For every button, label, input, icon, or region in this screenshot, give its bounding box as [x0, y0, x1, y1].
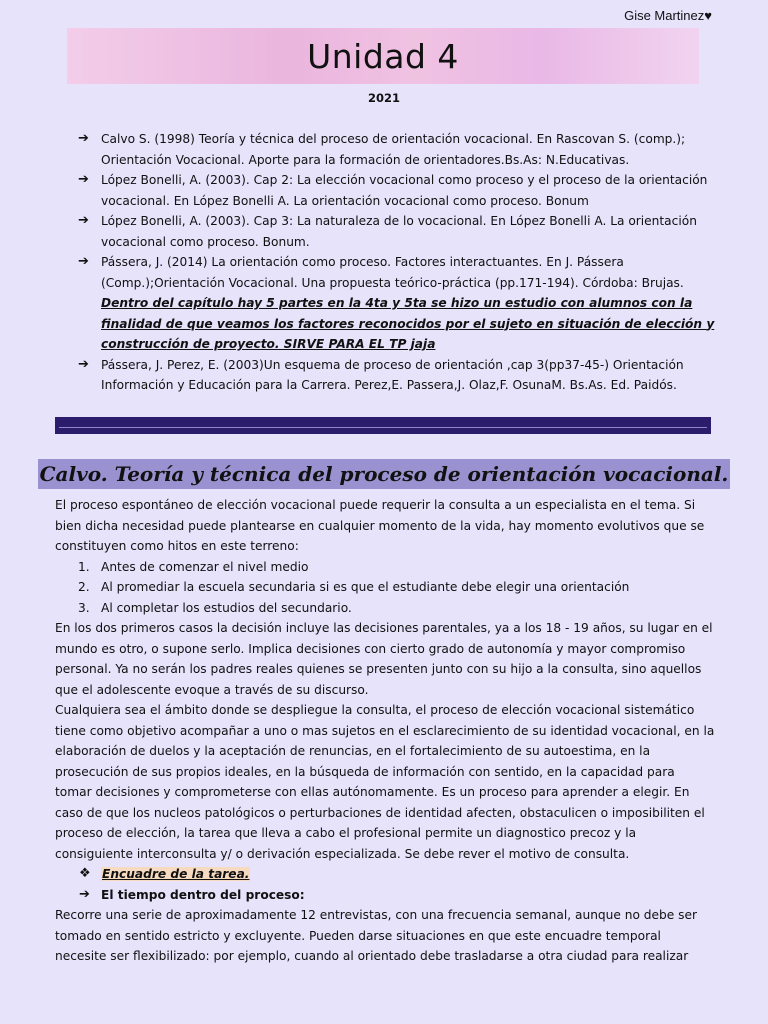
page-title: Unidad 4	[307, 36, 459, 76]
reference-item	[78, 129, 718, 170]
reference-text: López Bonelli, A. (2003). Cap 3: La naturaleza de lo vocacional. En López Bonelli A. La orientación vocacional como proceso. Bonum.	[101, 214, 697, 249]
section-body	[55, 495, 715, 967]
reference-text: Pássera, J. (2014) La orientación como proceso. Factores interactuantes. En J. Pássera (Comp.);Orientación Vocacional. Una propuesta teórico-práctica (pp.171-194). Córdoba: Brujas.	[101, 255, 684, 290]
paragraph-decisions: En los dos primeros casos la decisión incluye las decisiones parentales, ya a los 18 - 19 años, su lugar en el mundo es otro, o supone serlo. Implica decisiones con cierto grado de autonomía y mayor compromiso personal. Ya no serán los padres reales quienes se presenten junto con su hijo a la consulta, sino aquellos que el adolescente evoque a través de su discurso.	[55, 621, 713, 697]
arrow-icon: ➔	[78, 131, 89, 146]
author-name: Gise Martinez♥	[624, 8, 712, 23]
paragraph-tiempo: Recorre una serie de aproximadamente 12 entrevistas, con una frecuencia semanal, aunque no debe ser tomado en sentido estricto y excluyente. Pueden darse situaciones en que este encuadre temporal necesite ser flexibilizado: por ejemplo, cuando al orientado debe trasladarse a otra ciudad para realizar	[55, 908, 698, 963]
arrow-icon: ➔	[78, 172, 89, 187]
list-item: 1. Antes de comenzar el nivel medio	[78, 559, 309, 574]
section-divider	[55, 417, 711, 434]
paragraph-objective: Cualquiera sea el ámbito donde se despliegue la consulta, el proceso de elección vocacional sistemático tiene como objetivo acompañar a uno o mas sujetos en el esclarecimiento de su identidad vocacional, en la elaboración de duelos y la aceptación de renuncias, en el fortalecimiento de su autoestima, en la prosecución de sus propios ideales, en la búsqueda de información con sentido, en la capacidad para tomar decisiones y comprometerse con ellas autónomamente. Es un proceso para aprender a elegir. En caso de que los nucleos patológicos o perturbaciones de identidad afecten, obstaculicen o imposibiliten el proceso de elección, la tarea que lleva a cabo el profesional permite un diagnostico precoz y la consiguiente interconsulta y/ o derivación especializada. Se debe rever el motivo de consulta.	[55, 703, 715, 861]
tiempo-label: El tiempo dentro del proceso:	[101, 887, 305, 902]
reference-item	[78, 170, 718, 211]
reference-item	[78, 211, 718, 252]
milestone-list	[55, 557, 715, 619]
reference-note: Dentro del capítulo hay 5 partes en la 4ta y 5ta se hizo un estudio con alumnos con la finalidad de que veamos los factores reconocidos por el sujeto en situación de elección y construcción de proyecto. SIRVE PARA EL TP jaja	[101, 296, 715, 351]
list-item: 2. Al promediar la escuela secundaria si es que el estudiante debe elegir una orientación	[78, 580, 630, 594]
arrow-icon: ➔	[78, 213, 89, 228]
list-item: 3. Al completar los estudios del secundario.	[78, 600, 352, 615]
reference-item	[78, 252, 718, 355]
reference-text: Calvo S. (1998) Teoría y técnica del proceso de orientación vocacional. En Rascovan S. (comp.); Orientación Vocacional. Aporte para la formación de orientadores.Bs.As: N.Educativas.	[101, 132, 686, 167]
intro-paragraph: El proceso espontáneo de elección vocacional puede requerir la consulta a un especialista en el tema. Si bien dicha necesidad puede plantearse en cualquier momento de la vida, hay momento evolutivos que se constituyen como hitos en este terreno:	[55, 498, 705, 553]
arrow-icon: ➔	[78, 356, 89, 372]
arrow-icon: ➔	[78, 254, 89, 269]
tiempo-heading	[55, 885, 715, 906]
reference-item	[78, 355, 718, 396]
encuadre-heading	[55, 864, 715, 885]
arrow-icon: ➔	[79, 886, 90, 902]
section-heading	[0, 459, 768, 489]
year-label: 2021	[367, 91, 400, 105]
diamond-bullet-icon: ❖	[79, 866, 91, 881]
reference-text: López Bonelli, A. (2003). Cap 2: La elección vocacional como proceso y el proceso de la orientación vocacional. En López Bonelli A. La orientación vocacional como proceso. Bonum	[101, 173, 708, 208]
section-title: Calvo. Teoría y técnica del proceso de orientación vocacional.	[38, 459, 731, 489]
encuadre-label: Encuadre de la tarea.	[102, 867, 250, 881]
reference-text: Pássera, J. Perez, E. (2003)Un esquema de proceso de orientación ,cap 3(pp37-45-) Orientación Información y Educación para la Carrera. Perez,E. Passera,J. Olaz,F. OsunaM. Bs.As. Ed. Paidós.	[101, 357, 684, 392]
reference-list	[78, 129, 718, 396]
title-banner	[67, 28, 699, 84]
